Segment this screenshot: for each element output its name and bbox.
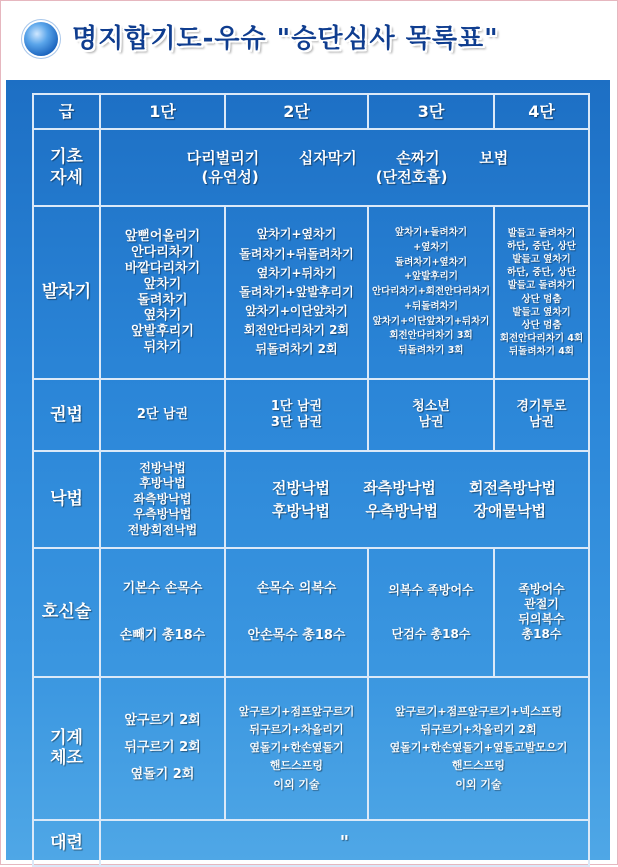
basic-line-1: 다리벌리기 십자막기 손짜기 보법 — [186, 149, 509, 168]
kicks-dan3: 앞차기+돌려차기 +옆차기 돌려차기+옆차기 +앞발후리기 안다리차기+회전안다리차기 +뒤돌려차기 앞차기+이단앞차기+뒤차기 회전안다리차기 3회 뒤돌려차기 3회 — [368, 206, 494, 379]
level-header-4: 4단 — [494, 94, 589, 129]
page-title: 명지합기도-우슈 "승단심사 목록표" — [72, 24, 499, 54]
category-falls: 낙법 — [33, 451, 100, 548]
level-header-1: 1단 — [100, 94, 225, 129]
selfdefense-dan3: 의복수 족방어수 단검수 총18수 — [368, 548, 494, 677]
basic-content — [100, 129, 589, 206]
circle-logo-icon — [24, 22, 58, 56]
table-row-falls — [33, 451, 589, 548]
fist-dan1: 2단 남권 — [100, 379, 225, 451]
table-row-selfdefense — [33, 548, 589, 677]
table-row-fist — [33, 379, 589, 451]
category-sparring: 대련 — [33, 820, 100, 866]
falls-dan1: 전방낙법 후방낙법 좌측방낙법 우측방낙법 전방회전낙법 — [100, 451, 225, 548]
selfdefense-dan1: 기본수 손목수 손빼기 총18수 — [100, 548, 225, 677]
fist-dan3: 청소년 남권 — [368, 379, 494, 451]
falls-line-1: 전방낙법 좌측방낙법 회전측방낙법 — [272, 479, 556, 497]
fist-dan4: 경기투로 남권 — [494, 379, 589, 451]
category-selfdefense: 호신술 — [33, 548, 100, 677]
kicks-dan1: 앞뻗어올리기 안다리차기 바깥다리차기 앞차기 돌려차기 옆차기 앞발후리기 뒤차기 — [100, 206, 225, 379]
table-row-kicks — [33, 206, 589, 379]
sparring-content: " — [100, 820, 589, 866]
category-fist: 권법 — [33, 379, 100, 451]
level-header-2: 2단 — [225, 94, 368, 129]
exam-table — [32, 93, 590, 867]
selfdefense-dan4: 족방어수 관절기 뒤의복수 총18수 — [494, 548, 589, 677]
selfdefense-dan2: 손목수 의복수 안손목수 총18수 — [225, 548, 368, 677]
kicks-dan4: 발들고 돌려차기 하단, 중단, 상단 발들고 옆차기 하단, 중단, 상단 발들고 돌려차기 상단 멈춤 발들고 옆차기 상단 멈춤 회전안다리차기 4회 뒤돌려차기 4회 — [494, 206, 589, 379]
table-row-basic — [33, 129, 589, 206]
gymnastics-dan2: 앞구르기+점프앞구르기 뒤구르기+차올리기 옆돌기+한손옆돌기 핸드스프링 이외 기술 — [225, 677, 368, 820]
falls-dan2-4 — [225, 451, 589, 548]
category-gymnastics: 기계 체조 — [33, 677, 100, 820]
table-row-sparring — [33, 820, 589, 866]
basic-line-2: (유연성) (단전호흡) — [201, 167, 448, 186]
header — [0, 0, 618, 78]
falls-line-2: 후방낙법 우측방낙법 장애물낙법 — [272, 501, 546, 520]
category-basic: 기초 자세 — [33, 129, 100, 206]
table-header-row — [33, 94, 589, 129]
fist-dan2: 1단 남권 3단 남권 — [225, 379, 368, 451]
kicks-dan2: 앞차기+옆차기 돌려차기+뒤돌려차기 옆차기+뒤차기 돌려차기+앞발후리기 앞차기+이단앞차기 회전안다리차기 2회 뒤돌려차기 2회 — [225, 206, 368, 379]
table-row-gymnastics — [33, 677, 589, 820]
category-kicks: 발차기 — [33, 206, 100, 379]
gymnastics-dan1: 앞구르기 2회 뒤구르기 2회 옆돌기 2회 — [100, 677, 225, 820]
gymnastics-dan3-4: 앞구르기+점프앞구르기+넥스프링 뒤구르기+차올리기 2회 옆돌기+한손옆돌기+옆돌고발모으기 핸드스프링 이외 기술 — [368, 677, 589, 820]
corner-header: 급 — [33, 94, 100, 129]
level-header-3: 3단 — [368, 94, 494, 129]
